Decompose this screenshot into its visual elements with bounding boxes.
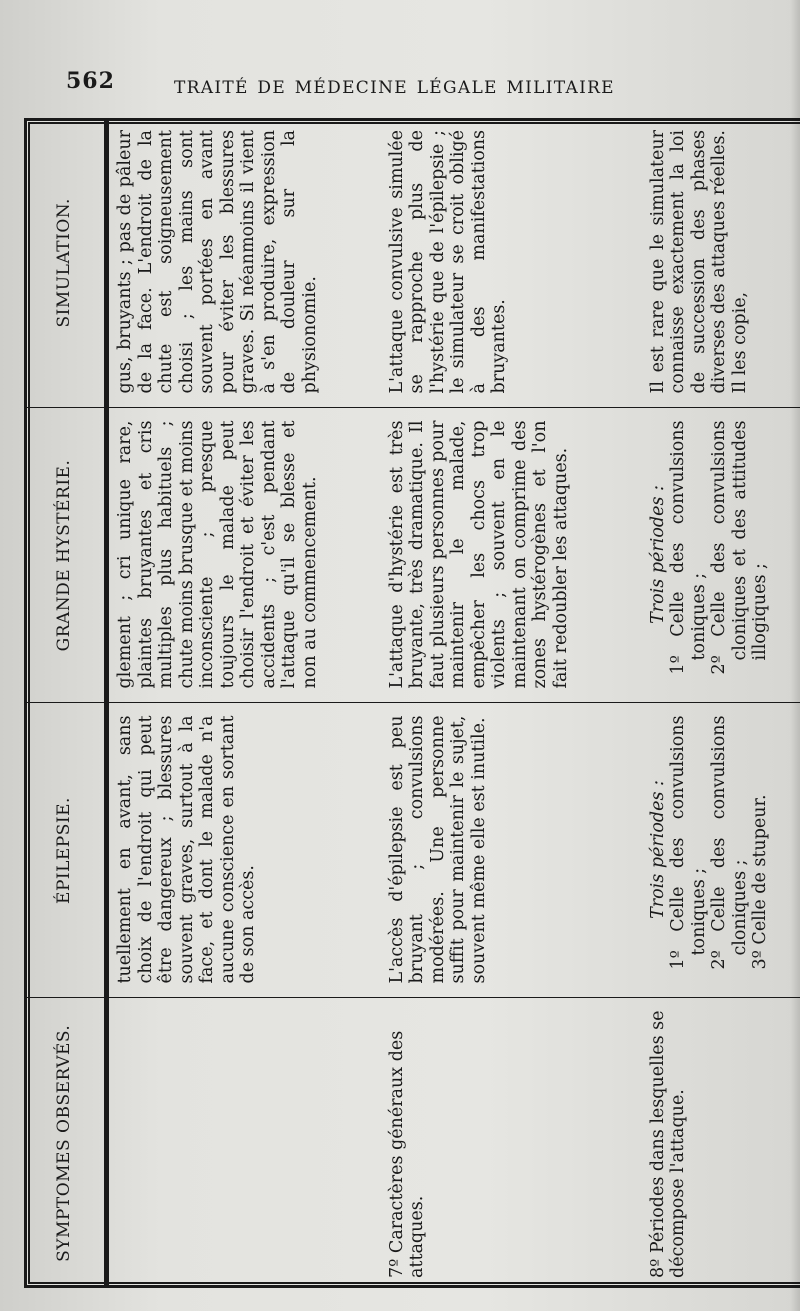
cell-epilepsie: [642, 703, 800, 998]
rotated-table-container: [24, 118, 800, 1288]
table-row: [107, 118, 381, 1288]
cell-simulation: [107, 118, 381, 408]
cell-epilepsie: [381, 703, 642, 998]
simulation-text: gus, bruyants ; pas de pâleur de la face. L'endroit de la chute est soigneusement choisi ; les mains sont souvent portées en avant pour éviter les blessures graves. Si néanmoins il vient à s'en produire, expression de douleur sur la physionomie.: [115, 130, 320, 394]
table-header-row: [24, 118, 107, 1288]
cell-simulation: [381, 118, 642, 408]
hysterie-text: L'attaque d'hystérie est très bruyante, très dramatique. Il faut plusieurs personnes pour maintenir le malade, empêcher les chocs trop violents ; souvent en le maintenant on comprime des zones hystérogènes et l'on fait redoubler les attaques.: [386, 420, 571, 689]
list-item: 2º Celle des convulsions cloniques et des attitudes illogiques ;: [709, 420, 771, 675]
symptom-text: 8º Périodes dans lesquelles se décompose l'attaque.: [647, 1010, 688, 1278]
periods-label: Trois périodes :: [647, 780, 668, 919]
symptom-text: 7º Caractères généraux des attaques.: [386, 1030, 427, 1278]
column-header-epilepsie: ÉPILEPSIE.: [24, 703, 107, 998]
epilepsie-text: L'accès d'épilepsie est peu bruyant ; convulsions modérées. Une personne suffit pour maintenir le sujet, souvent même elle est inutile.: [386, 715, 489, 984]
column-header-hysterie: GRANDE HYSTÉRIE.: [24, 408, 107, 703]
running-title: TRAITÉ DE MÉDECINE LÉGALE MILITAIRE: [174, 78, 615, 98]
cell-symptom: [381, 998, 642, 1288]
column-header-symptomes: SYMPTOMES OBSERVÉS.: [24, 998, 107, 1288]
table-row: [642, 118, 800, 1288]
periods-list: [668, 421, 771, 689]
comparison-table: [24, 118, 800, 1288]
simulation-text: Il est rare que le simulateur connaisse exactement la loi de succession des phases diverses des attaques réelles. Il les copie,: [647, 130, 750, 394]
list-item: 1º Celle des convulsions toniques ;: [668, 715, 709, 970]
cell-simulation: [642, 118, 800, 408]
page-number: 562: [66, 68, 115, 94]
hysterie-text: glement ; cri unique rare, plaintes bruyantes et cris multiples plus habituels ; chute moins brusque et moins inconsciente ; presque toujours le malade peut choisir l'endroit et éviter les accidents ; c'est pendant l'attaque qu'il se blesse et non au commencement.: [115, 420, 320, 689]
list-item: 2º Celle des convulsions cloniques ;: [709, 715, 750, 970]
list-item: 1º Celle des convulsions toniques ;: [668, 420, 709, 675]
periods-list: [668, 716, 771, 984]
cell-hysterie: [642, 408, 800, 703]
cell-epilepsie: [107, 703, 381, 998]
epilepsie-text: tuellement en avant, sans choix de l'endroit qui peut être dangereux ; blessures souvent graves, surtout à la face, et dont le malade n'a aucune conscience en sortant de son accès.: [115, 715, 258, 984]
page-edge-shadow: [790, 0, 800, 1311]
column-header-simulation: SIMULATION.: [24, 118, 107, 408]
cell-hysterie: [107, 408, 381, 703]
hysterie-periods: [642, 409, 775, 703]
symptom-text: [109, 999, 119, 1289]
cell-symptom: [642, 998, 800, 1288]
epilepsie-periods: [642, 704, 775, 998]
periods-label: Trois périodes :: [647, 485, 668, 624]
list-item: 3º Celle de stupeur.: [750, 794, 771, 970]
simulation-text: L'attaque convulsive simulée se rapproche plus de l'hystérie que de l'épilepsie ; le simulateur se croit obligé à des manifestations bruyantes.: [386, 130, 510, 394]
table-row: [381, 118, 642, 1288]
cell-symptom: [107, 998, 381, 1288]
page-header: [66, 68, 786, 108]
cell-hysterie: [381, 408, 642, 703]
